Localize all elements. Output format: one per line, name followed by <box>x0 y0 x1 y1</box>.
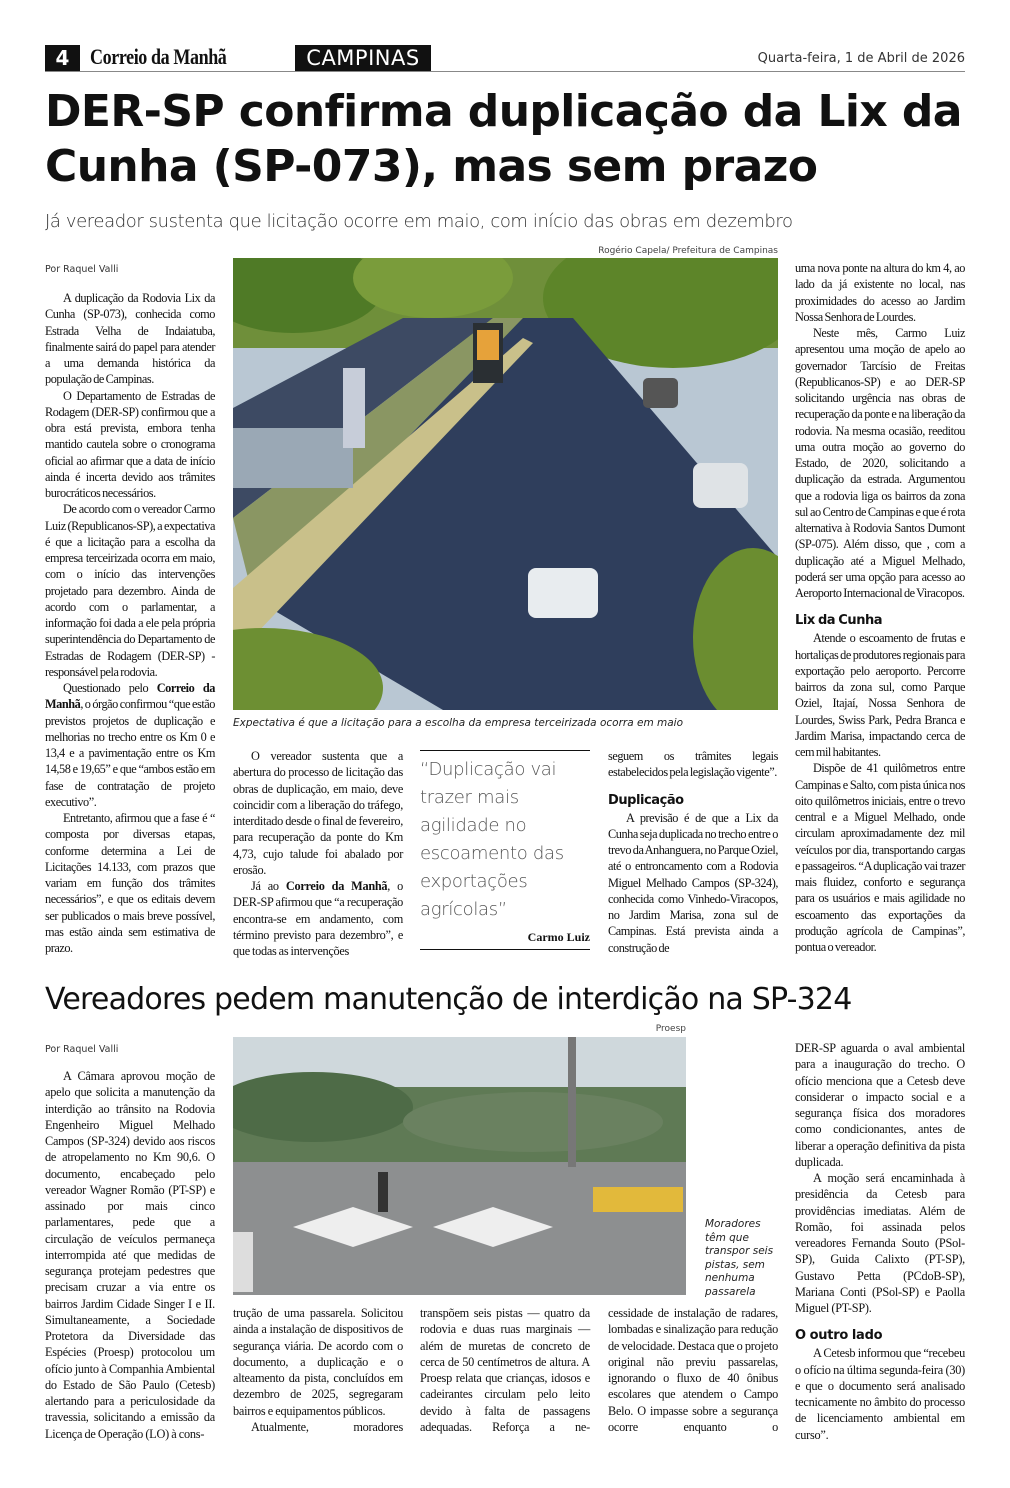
paragraph: O vereador sustenta que a abertura do processo de licitação das obras de duplicação, em maio, deve coincidir com a liberação do tráfego, interditado desde o final de fevereiro, para recuperação da ponte do Km 4,73, cujo talude foi abalado por erosão. <box>233 749 403 877</box>
article2-byline: Por Raquel Valli <box>45 1044 119 1055</box>
text: Já ao <box>251 879 286 893</box>
paragraph: Atualmente, moradores <box>251 1419 403 1434</box>
paragraph: Entretanto, afirmou que a fase é “ composta por diversas etapas, conforme determina a Lei de Licitações 14.133, com prazos que variam em função dos trâmites necessários”, e que os editais devem ser publicados o mais breve possível, mas estão ainda sem estimativa de prazo. <box>45 811 215 955</box>
issue-date: Quarta-feira, 1 de Abril de 2026 <box>757 51 965 66</box>
paragraph: A duplicação da Rodovia Lix da Cunha (SP-073), conhecida como Estrada Velha de Indaiatuba, finalmente sairá do papel para atender a uma demanda histórica da população de Campinas. <box>45 291 215 387</box>
article1-photo-caption: Expectativa é que a licitação para a escolha da empresa terceirizada ocorra em maio <box>233 717 684 729</box>
pull-quote-text: “Duplicação vai trazer mais agilidade no escoamento das exportações agrícolas” <box>420 759 564 920</box>
paragraph: seguem os trâmites legais estabelecidos pela legislação vigente”. <box>608 749 778 780</box>
paragraph: transpõem seis pistas — quatro da rodovia e duas ruas marginais — além de muretas de concreto de cerca de 50 centímetros de altura. A Proesp relata que crianças, idosos e cadeirantes circulam pelo leito devido à falta de passagens adequadas. Reforça a ne- <box>420 1306 590 1434</box>
article1-column-2 <box>233 748 403 959</box>
article1-photo-credit: Rogério Capela/ Prefeitura de Campinas <box>598 246 778 256</box>
paragraph <box>45 680 215 810</box>
pull-quote-author: Carmo Luiz <box>527 930 590 944</box>
paragraph: O Departamento de Estradas de Rodagem (DER-SP) confirmou que a obra está prevista, embora tenha mantido cautela sobre o cronograma oficial ao afirmar que a data de início ainda é incerta devido aos trâmites burocráticos necessários. <box>45 388 215 500</box>
paragraph: A Câmara aprovou moção de apelo que solicita a manutenção da interdição ao trânsito na Rodovia Engenheiro Miguel Melhado Campos (SP-324) devido aos riscos de atropelamento no Km 90,6. O documento, encabeçado pelo vereador Wagner Romão (PT-SP) e assinado por mais cinco parlamentares, pede que a circulação de veículos permaneça interrompida até que medidas de segurança protejam pedestres que precisam cruzar a via entre os bairros Jardim Cidade Singer I e II. Simultaneamente, a Sociedade Protetora da Diversidade das Espécies (Proesp) protocolou um ofício junto à Companhia Ambiental do Estado de São Paulo (Cetesb) alertando para a periculosidade da travessia, solicitando a emissão da Licença de Operação (LO) à cons- <box>45 1069 215 1441</box>
paragraph: uma nova ponte na altura do km 4, ao lado da já existente no local, nas proximidades do acesso ao Jardim Nossa Senhora de Lourdes. <box>795 261 965 324</box>
paragraph: A moção será encaminhada à presidência da Cetesb para providências imediatas. Além de Romão, foi assinada pelos vereadores Fernanda Souto (PSol-SP), Guida Calixto (PT-SP), Gustavo Petta (PCdoB-SP), Mariana Conti (PSol-SP) e Paolla Miguel (PT-SP). <box>795 1171 965 1315</box>
paragraph: DER-SP aguarda o aval ambiental para a inauguração do trecho. O ofício menciona que a Cetesb deve considerar o impacto social e a segurança física dos moradores como condicionantes, antes de liberar a operação definitiva da pista duplicada. <box>795 1041 965 1169</box>
article2-headline: Vereadores pedem manutenção de interdição na SP-324 <box>45 982 852 1017</box>
paragraph: Dispõe de 41 quilômetros entre Campinas e Salto, com pista única nos oito quilômetros iniciais, entre o trevo central e a Miguel Melhado, onde circulam aproximadamente dez mil veículos por dia, transportando cargas e passageiros. “A duplicação vai trazer mais fluidez, conforto e segurança para os usuários e mais agilidade no escoamento das exportações da produção agrícola de Campinas”, pontua o vereador. <box>795 761 965 954</box>
text: Questionado pelo <box>63 681 157 695</box>
paragraph: A previsão é de que a Lix da Cunha seja duplicada no trecho entre o trevo da Anhanguera, no Parque Oziel, até o entroncamento com a Rodovia Miguel Melhado Campos (SP-324), conhecida como Vinhedo-Viracopos, no Jardim Marisa, zona sul de Campinas. Está prevista ainda a construção de <box>608 810 778 955</box>
article1-column-4 <box>795 260 965 955</box>
article2-column-1 <box>45 1068 215 1442</box>
article1-column-3 <box>608 748 778 956</box>
article2-column-4 <box>608 1305 778 1435</box>
subheading-duplicacao: Duplicação <box>608 792 684 808</box>
text: , o DER-SP afirmou que “a recuperação encontra-se em andamento, com término previsto para dezembro”, e que todas as intervenções <box>233 879 403 958</box>
article1-subheadline: Já vereador sustenta que licitação ocorre em maio, com início das obras em dezembro <box>45 211 793 232</box>
newspaper-name: Correio da Manhã <box>45 681 215 712</box>
subheading-lix-da-cunha: Lix da Cunha <box>795 613 883 629</box>
paragraph: Atende o escoamento de frutas e hortaliças de produtores regionais para exportação pelo aeroporto. Percorre bairros da zona sul, como Parque Oziel, Itajaí, Nossa Senhora de Lourdes, Swiss Park, Pedra Branca e Jardim Marisa, impactando cerca de cem mil habitantes. <box>795 631 965 759</box>
newspaper-name: Correio da Manhã <box>285 879 388 893</box>
article1-headline: DER-SP confirma duplicação da Lix da Cunha (SP-073), mas sem prazo <box>45 86 962 192</box>
paragraph: Neste mês, Carmo Luiz apresentou uma moção de apelo ao governador Tarcísio de Freitas (Republicanos-SP) e ao DER-SP solicitando urgência nas obras de recuperação da ponte e na liberação da rodovia. Na mesma ocasião, reeditou uma outra moção ao governo do Estado, de 2020, solicitando a duplicação da estrada. Argumentou que a rodovia liga os bairros da zona sul ao Centro de Campinas e que é rota alternativa à Rodovia Santos Dumont (SP-075). Além disso, que , com a duplicação até a Miguel Melhado, poderá ser uma opção para acesso ao Aeroporto Internacional de Viracopos. <box>795 326 965 600</box>
article2-column-2 <box>233 1305 403 1435</box>
paragraph: cessidade de instalação de radares, lombadas e sinalização para redução de velocidade. Destaca que o projeto original não previu passarelas, ignorando o fluxo de 40 ônibus escolares que atendem o Campo Belo. O impasse sobre a segurança ocorre enquanto o <box>608 1306 778 1434</box>
paragraph: trução de uma passarela. Solicitou ainda a instalação de dispositivos de segurança viária. De acordo com o documento, a duplicação e o alteamento da pista, concluídos em dezembro de 2025, segregaram bairros e equipamentos públicos. <box>233 1306 403 1418</box>
paragraph: A Cetesb informou que “recebeu o ofício na última segunda-feira (30) e que o documento será analisado tecnicamente no âmbito do processo de licenciamento ambiental em curso”. <box>795 1346 965 1442</box>
section-label: CAMPINAS <box>295 45 431 71</box>
article1-column-1 <box>45 290 215 956</box>
paragraph: De acordo com o vereador Carmo Luiz (Republicanos-SP), a expectativa é que a licitação para a escolha da empresa terceirizada ocorra em maio, com o início das intervenções projetado para dezembro. Ainda de acordo com o parlamentar, a informação foi dada a ele pela própria superintendência do Departamento de Estradas de Rodagem (DER-SP) - responsável pela rodovia. <box>45 502 215 679</box>
article1-byline: Por Raquel Valli <box>45 264 119 275</box>
text: , o órgão confirmou “que estão previstos projetos de duplicação e melhorias no trecho entre os Km 0 e 13,4 e a pavimentação entre os Km 14,58 e 19,65” e que “ambos estão em fase de contratação de projeto executivo”. <box>45 697 215 809</box>
article2-column-5 <box>795 1040 965 1443</box>
page-number: 4 <box>45 45 80 71</box>
article1-photo-road <box>233 258 778 710</box>
article2-column-3 <box>420 1305 590 1435</box>
article2-photo-pedestrian <box>233 1037 686 1295</box>
subheading-outro-lado: O outro lado <box>795 1328 883 1344</box>
article2-photo-caption: Moradores têm que transpor seis pistas, sem nenhuma passarela <box>705 1218 774 1298</box>
pull-quote <box>420 750 590 950</box>
article2-photo-credit: Proesp <box>655 1024 686 1034</box>
header-divider <box>45 71 965 72</box>
masthead-logo: Correio da Manhã <box>90 44 227 69</box>
paragraph <box>233 878 403 959</box>
